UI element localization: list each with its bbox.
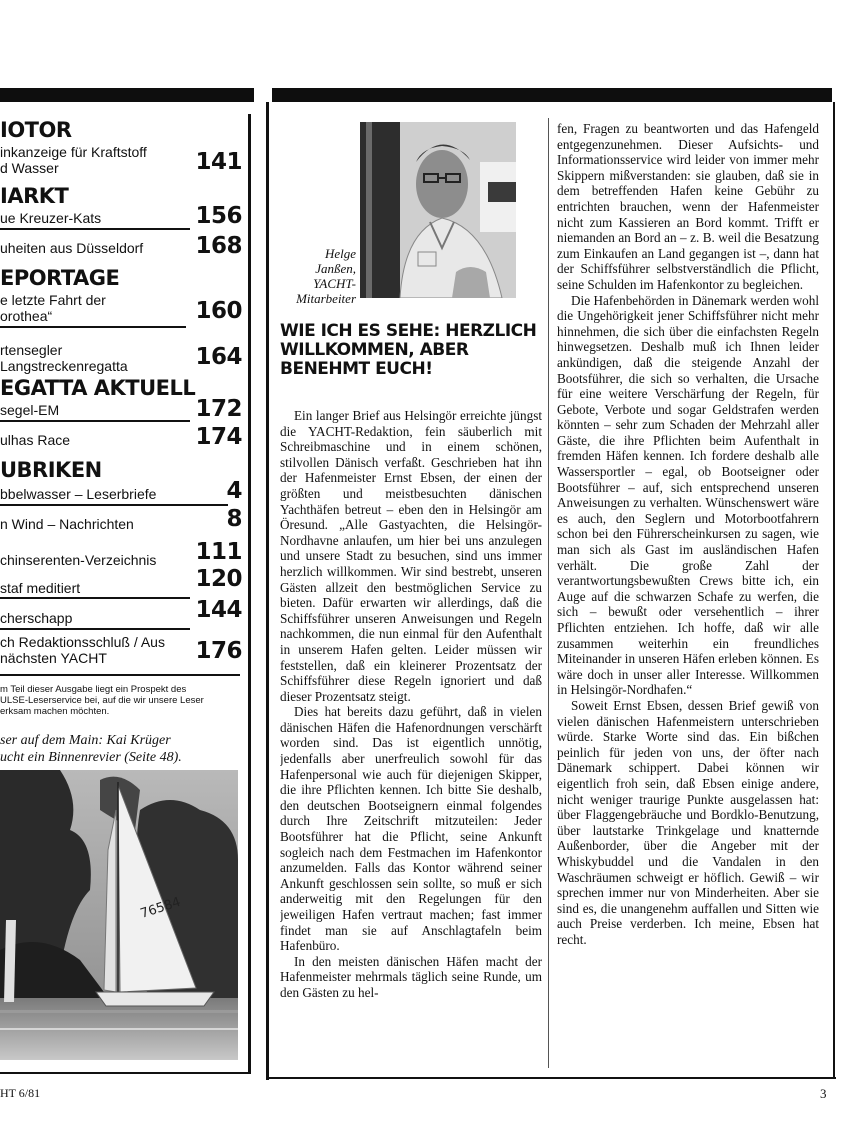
article-paragraph: Die Hafenbehörden in Dänemark werden wohl die Ungehörigkeit jener Schiffsführer nicht mehr hinnehmen, die sich über die einfachsten Regeln hinwegsetzen. Deshalb muß ich Ihnen leider ankündigen, daß die steigende Anzahl der Bootsführer, die sich so verhalten, die Ursache für eine weitere Verschärfung der Regeln, für Gebote, Verbote und sogar Geldstrafen werden könnten – sehr zum Schaden der Mehrzahl aller Gäste, die ihre Pflichten beim Aufenthalt in fremden Häfen kennen. Ich fordere deshalb alle Wassersportler – egal, ob Bootseigner oder Bootsführer – auf, sich entsprechend unseren Anweisungen zu verhalten. Wünschenswert wäre es auch, den Seglern und Motorbootfahrern schon bei den Führerscheinkursen zu sagen, wie man sich als Gast im ausländischen Hafen verhält. Die große Zahl der verantwortungsbewußten Crews bitte ich, ein Auge auf die schwarzen Schafe zu werfen, die sich – bewußt oder versehentlich – ihrer Pflichten entziehen. Ich hoffe, daß wir alle zusammen weiterhin ein freundliches Miteinander in unseren Häfen erleben können. Es wäre doch in unser aller Interesse. Willkommen in Helsingör-Nordhafen.“	[557, 292, 819, 698]
toc-entry[interactable]	[0, 396, 248, 424]
toc-entry-title: bbelwasser – Leserbriefe	[0, 486, 157, 502]
toc-entry-page: 160	[195, 298, 242, 324]
toc-entry-title: rtensegler Langstreckenregatta	[0, 342, 128, 374]
sail-number: 76584	[138, 894, 183, 922]
toc-entry-page: 172	[195, 396, 242, 422]
author-portrait-image	[360, 122, 516, 298]
toc-entry[interactable]	[0, 597, 248, 630]
photo-caption-sailboat: ser auf dem Main: Kai Krüger ucht ein Binnenrevier (Seite 48).	[0, 733, 182, 765]
toc-bottom-rule	[0, 1072, 251, 1074]
toc-entry[interactable]	[0, 478, 248, 508]
toc-entry-page: 4	[226, 478, 242, 504]
toc-entry-underline	[0, 597, 190, 599]
toc-entry-title: ch Redaktionsschluß / Aus nächsten YACHT	[0, 634, 165, 666]
column-divider	[548, 118, 549, 1068]
toc-entry-title: inkanzeige für Kraftstoff d Wasser	[0, 144, 147, 176]
toc-entry-page: 156	[195, 203, 242, 229]
article-headline: WIE ICH ES SEHE: HERZLICH WILLKOMMEN, ABER BENEHMT EUCH!	[280, 321, 537, 379]
article-paragraph: Soweit Ernst Ebsen, dessen Brief gewiß von vielen dänischen Hafenmeistern unterschrieben würde. Starke Worte sind das. Ein bißchen peinlich für jeden von uns, der öfter nach Dänemark schippert. Dabei können wir eigentlich froh sein, daß Ebsen einige andere, nicht weniger traurige Punkte ausgelassen hat: über Flaggengebräuche und Bordklo-Benutzung, über lautstarke Trinkgelage und knatternde Außenborder, über die Angeber mit der Whiskybuddel und die Vandalen in den Waschräumen schweigt er höflich. Gewiß – wir sprechen immer nur von Minderheiten. Aber sie sind es, die unangenehm auffallen und Sitten wie auch Preise verderben. Ich meine, Ebsen hat recht.	[557, 697, 819, 947]
article-paragraph: fen, Fragen zu beantworten und das Hafengeld entgegenzunehmen. Dieser Aufsichts- und Informationsservice wird leider von immer mehr Skippern mißverstanden: sie glauben, daß sie in dem betreffenden Hafen keine Gebühr zu entrichten brauchen, wenn der Hafenmeister nicht zum Kassieren an Bord kommt. Trifft er niemanden an Bord an – z. B. weil die Besatzung zum Einkaufen an Land gegangen ist –, dann hat der Schiffsführer selbstverständlich die Pflicht, seine Schulden im Hafenkontor zu begleichen.	[557, 121, 819, 292]
article-column-1	[280, 408, 542, 1060]
toc-entry-title: chinserenten-Verzeichnis	[0, 552, 157, 568]
article-paragraph: Ein langer Brief aus Helsingör erreichte jüngst die YACHT-Redaktion, fein säuberlich mit Schreibmaschine und in einem schönen, stilvollen Dänisch verfaßt. Geschrieben hat ihn der Hafenmeister Ernst Ebsen, der einen der größten und meistbesuchten dänischen Yachthäfen betreut – eben den in Helsingör am Öresund. „Alle Gastyachten, die Helsingör-Nordhavne anlaufen, um hier bei uns anzulegen und unsere Stadt zu besuchen, sind uns immer herzlich willkommen. Wir sind bestrebt, unseren Gästen allzeit den bestmöglichen Service zu bieten. Dafür erwarten wir allerdings, daß die Schiffsführer unseren Anweisungen und Regeln nachkommen, die nun einmal für den Aufenthalt in unserem Hafen gelten. Leider müssen wir feststellen, daß ein kleinerer Prozentsatz der Schiffsführer diese Regeln ignoriert und daß dieser Prozentsatz steigt.	[280, 408, 542, 704]
toc-section-heading: IARKT	[0, 184, 69, 208]
toc-entry-underline	[0, 228, 190, 230]
author-photo-caption: Helge Janßen, YACHT-Mitarbeiter	[296, 246, 356, 306]
toc-right-rule	[248, 114, 251, 1074]
toc-entry-page: 164	[195, 344, 242, 370]
sailboat-image	[0, 770, 238, 1060]
toc-entry-page: 176	[195, 638, 242, 664]
toc-entry-title: segel-EM	[0, 402, 60, 418]
toc-section-heading: EPORTAGE	[0, 266, 120, 290]
toc-entry-page: 111	[195, 539, 242, 565]
toc-entry-page: 168	[195, 233, 242, 259]
footer-issue: HT 6/81	[0, 1086, 41, 1100]
article-left-rule	[266, 102, 269, 1080]
author-photo	[360, 122, 516, 298]
toc-entry-underline	[0, 628, 190, 630]
toc-entry-title: ulhas Race	[0, 432, 71, 448]
toc-entry-title: staf meditiert	[0, 580, 81, 596]
toc-entry-page: 174	[195, 424, 242, 450]
sailboat-photo	[0, 770, 238, 1060]
article-paragraph: Dies hat bereits dazu geführt, daß in vielen dänischen Häfen die Hafenordnungen verschärft worden sind. Das ist eigentlich unnötig, jedenfalls aber unerfreulich sowohl für das Hafenpersonal wie auch für diejenigen Skipper, die ihre Pflichten kennen. Ich bitte Sie deshalb, den deutschen Bootseignern einmal folgendes durch Ihre Zeitschrift mitzuteilen: Jeder Bootsführer hat die Pflicht, seine Ankunft sogleich nach dem Festmachen im Hafenkontor anzumelden. Falls das Kontor während seiner Ankunft geschlossen sein sollte, so muß er sich anderweitig mit den Regelungen für den jeweiligen Hafen vertraut machen; fast immer findet man sie auf Anschlagtafeln beim Hafenbüro.	[280, 704, 542, 954]
insert-note: m Teil dieser Ausgabe liegt ein Prospekt des ULSE-Leserservice bei, auf die wir unsere Leser erksam machen möchten.	[0, 684, 204, 717]
toc-entry-title: uheiten aus Düsseldorf	[0, 240, 144, 256]
toc-top-bar	[0, 88, 254, 102]
toc-entry-title: cherschapp	[0, 610, 73, 626]
article-paragraph: In den meisten dänischen Häfen macht der Hafenmeister mehrmals täglich seine Runde, um den Gästen zu hel-	[280, 953, 542, 1000]
page-number: 3	[820, 1086, 827, 1101]
toc-section-heading: IOTOR	[0, 118, 72, 142]
toc-entry-underline	[0, 420, 190, 422]
toc-entry[interactable]	[0, 203, 248, 232]
toc-section-heading: UBRIKEN	[0, 458, 102, 482]
toc-entry[interactable]	[0, 144, 248, 180]
toc-entry[interactable]	[0, 506, 248, 540]
toc-entry-page: 144	[195, 597, 242, 623]
toc-entry[interactable]	[0, 634, 248, 680]
article-right-rule	[833, 102, 835, 1079]
toc-entry[interactable]	[0, 292, 248, 332]
toc-entry-underline	[0, 504, 228, 506]
toc-entry-title: n Wind – Nachrichten	[0, 516, 134, 532]
toc-entry-page: 120	[195, 566, 242, 592]
article-top-bar	[272, 88, 832, 102]
article-bottom-rule	[266, 1077, 836, 1079]
toc-entry[interactable]	[0, 233, 248, 264]
article-column-2	[557, 121, 819, 1066]
toc-entry[interactable]	[0, 424, 248, 456]
toc-entry-page: 141	[195, 149, 242, 175]
toc-entry-underline	[0, 674, 240, 676]
toc-section-heading: EGATTA AKTUELL	[0, 376, 196, 400]
toc-entry-title: e letzte Fahrt der orothea“	[0, 292, 106, 324]
toc-entry-underline	[0, 326, 186, 328]
toc-entry-page: 8	[226, 506, 242, 532]
toc-entry-title: ue Kreuzer-Kats	[0, 210, 102, 226]
table-of-contents	[0, 116, 248, 686]
